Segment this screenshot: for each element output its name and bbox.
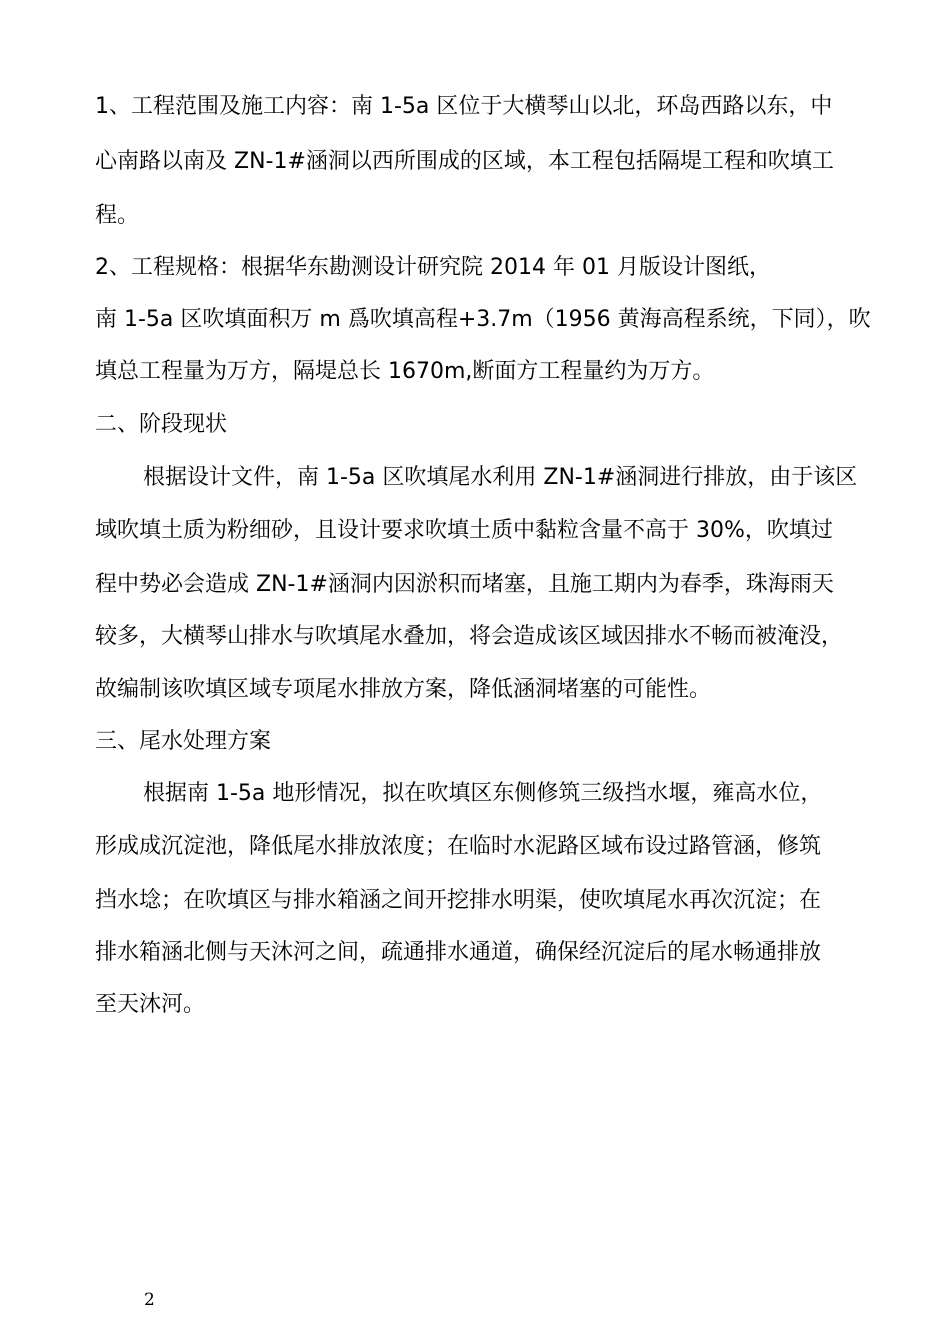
section-heading-plan: 三、尾水处理方案	[95, 729, 272, 754]
text-line-1: 1、工程范围及施工内容：南 1-5a 区位于大横琴山以北，环岛西路以东，中	[95, 94, 833, 119]
text-line-8: 根据设计文件，南 1-5a 区吹填尾水利用 ZN-1#涵洞进行排放，由于该区	[143, 465, 858, 490]
text-line-12: 故编制该吹填区域专项尾水排放方案，降低涵洞堵塞的可能性。	[95, 677, 712, 702]
text-line-14: 根据南 1-5a 地形情况，拟在吹填区东侧修筑三级挡水堰，雍高水位，	[143, 781, 823, 806]
text-line-11: 较多，大横琴山排水与吹填尾水叠加，将会造成该区域因排水不畅而被淹没，	[95, 624, 844, 649]
text-line-18: 至天沐河。	[95, 992, 206, 1017]
text-line-10: 程中势必会造成 ZN-1#涵洞内因淤积而堵塞，且施工期内为春季，珠海雨天	[95, 572, 834, 597]
text-line-5: 南 1-5a 区吹填面积万 m 爲吹填高程+3.7m（1956 黄海高程系统，下同），吹	[95, 307, 871, 332]
text-line-3: 程。	[95, 203, 140, 228]
section-heading-status: 二、阶段现状	[95, 412, 228, 437]
text-line-6: 填总工程量为万方，隔堤总长 1670m,断面方工程量约为万方。	[95, 359, 715, 384]
text-line-16: 挡水埝；在吹填区与排水箱涵之间开挖排水明渠，使吹填尾水再次沉淀；在	[95, 888, 822, 913]
text-line-17: 排水箱涵北侧与天沐河之间，疏通排水通道，确保经沉淀后的尾水畅通排放	[95, 940, 822, 965]
page-number: 2	[144, 1290, 155, 1310]
text-line-4: 2、工程规格：根据华东勘测设计研究院 2014 年 01 月版设计图纸，	[95, 255, 771, 280]
text-line-9: 域吹填土质为粉细砂，且设计要求吹填土质中黏粒含量不高于 30%，吹填过	[95, 518, 833, 543]
text-line-2: 心南路以南及 ZN-1#涵洞以西所围成的区域，本工程包括隔堤工程和吹填工	[95, 149, 834, 174]
text-line-15: 形成成沉淀池，降低尾水排放浓度；在临时水泥路区域布设过路管涵，修筑	[95, 834, 822, 859]
